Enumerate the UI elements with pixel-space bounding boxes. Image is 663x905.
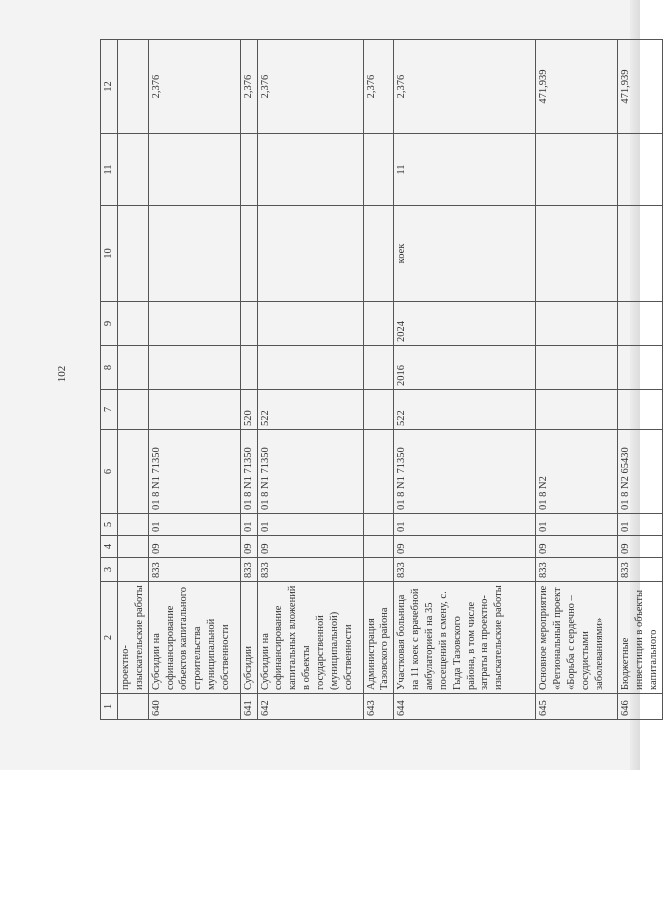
cell-amount: 2,376 xyxy=(394,40,536,134)
row-description: Основное мероприятие «Региональный проект «Борьба с сердечно – сосудистыми заболеваниями» xyxy=(536,582,618,694)
cell-end-year: 2024 xyxy=(394,302,536,346)
cell-code: 833 xyxy=(618,558,663,582)
cell-target-article xyxy=(363,430,394,514)
row-description: Администрация Тазовского района xyxy=(363,582,394,694)
cell-end-year xyxy=(618,302,663,346)
cell-amount xyxy=(118,40,149,134)
row-number: 641 xyxy=(240,694,257,720)
table-row xyxy=(618,40,663,720)
row-number: 642 xyxy=(257,694,363,720)
cell-subsection: 01 xyxy=(240,514,257,536)
cell-capacity xyxy=(618,134,663,206)
cell-expense-type xyxy=(618,390,663,430)
cell-capacity xyxy=(363,134,394,206)
table-row xyxy=(394,40,536,720)
page-number: 102 xyxy=(56,365,68,383)
cell-start-year xyxy=(363,346,394,390)
cell-unit xyxy=(118,206,149,302)
header-cell: 12 xyxy=(101,40,118,134)
cell-code: 833 xyxy=(536,558,618,582)
row-number: 646 xyxy=(618,694,663,720)
cell-amount: 2,376 xyxy=(148,40,240,134)
cell-section: 09 xyxy=(618,536,663,558)
cell-target-article: 01 8 N2 xyxy=(536,430,618,514)
cell-start-year xyxy=(257,346,363,390)
cell-start-year xyxy=(536,346,618,390)
cell-section: 09 xyxy=(240,536,257,558)
cell-unit xyxy=(618,206,663,302)
cell-subsection: 01 xyxy=(618,514,663,536)
cell-unit xyxy=(363,206,394,302)
cell-code: 833 xyxy=(148,558,240,582)
cell-section: 09 xyxy=(394,536,536,558)
header-cell: 9 xyxy=(101,302,118,346)
row-description: Участковая больница на 11 коек с врачебной амбулаторией на 35 посещений в смену, с. Гыда Тазовского района, в том числе затраты на проектно-изыскательские работы xyxy=(394,582,536,694)
cell-amount: 471,939 xyxy=(618,40,663,134)
cell-section: 09 xyxy=(536,536,618,558)
cell-expense-type xyxy=(363,390,394,430)
header-cell: 7 xyxy=(101,390,118,430)
cell-amount: 2,376 xyxy=(257,40,363,134)
header-cell: 10 xyxy=(101,206,118,302)
table-header-row xyxy=(101,40,118,720)
cell-end-year xyxy=(240,302,257,346)
cell-capacity: 11 xyxy=(394,134,536,206)
cell-expense-type: 522 xyxy=(257,390,363,430)
cell-start-year xyxy=(118,346,149,390)
cell-capacity xyxy=(257,134,363,206)
cell-target-article: 01 8 N2 65430 xyxy=(618,430,663,514)
cell-code: 833 xyxy=(240,558,257,582)
cell-unit xyxy=(240,206,257,302)
cell-unit xyxy=(536,206,618,302)
row-description: Субсидии xyxy=(240,582,257,694)
row-number: 645 xyxy=(536,694,618,720)
cell-capacity xyxy=(148,134,240,206)
header-cell: 3 xyxy=(101,558,118,582)
cell-subsection: 01 xyxy=(148,514,240,536)
cell-code xyxy=(363,558,394,582)
header-cell: 5 xyxy=(101,514,118,536)
row-description: проектно-изыскательские работы xyxy=(118,582,149,694)
cell-subsection: 01 xyxy=(536,514,618,536)
table-row xyxy=(148,40,240,720)
table-row xyxy=(240,40,257,720)
cell-capacity xyxy=(118,134,149,206)
cell-amount: 2,376 xyxy=(363,40,394,134)
cell-section xyxy=(363,536,394,558)
cell-unit: коек xyxy=(394,206,536,302)
cell-code: 833 xyxy=(257,558,363,582)
cell-section: 09 xyxy=(148,536,240,558)
cell-target-article xyxy=(118,430,149,514)
table-row xyxy=(536,40,618,720)
cell-start-year xyxy=(240,346,257,390)
cell-section xyxy=(118,536,149,558)
cell-capacity xyxy=(536,134,618,206)
cell-unit xyxy=(148,206,240,302)
row-number: 643 xyxy=(363,694,394,720)
cell-expense-type xyxy=(536,390,618,430)
cell-expense-type xyxy=(118,390,149,430)
cell-code: 833 xyxy=(394,558,536,582)
cell-start-year xyxy=(148,346,240,390)
header-cell: 4 xyxy=(101,536,118,558)
cell-expense-type xyxy=(148,390,240,430)
cell-unit xyxy=(257,206,363,302)
cell-end-year xyxy=(257,302,363,346)
table-row xyxy=(257,40,363,720)
cell-end-year xyxy=(148,302,240,346)
cell-amount: 2,376 xyxy=(240,40,257,134)
cell-end-year xyxy=(363,302,394,346)
cell-subsection xyxy=(118,514,149,536)
header-cell: 2 xyxy=(101,582,118,694)
cell-subsection: 01 xyxy=(257,514,363,536)
cell-section: 09 xyxy=(257,536,363,558)
cell-target-article: 01 8 N1 71350 xyxy=(240,430,257,514)
budget-table xyxy=(100,39,663,720)
cell-capacity xyxy=(240,134,257,206)
cell-target-article: 01 8 N1 71350 xyxy=(257,430,363,514)
cell-start-year: 2016 xyxy=(394,346,536,390)
cell-subsection xyxy=(363,514,394,536)
row-number: 640 xyxy=(148,694,240,720)
cell-expense-type: 522 xyxy=(394,390,536,430)
header-cell: 1 xyxy=(101,694,118,720)
row-description: Бюджетные инвестиции в объекты капитального xyxy=(618,582,663,694)
cell-code xyxy=(118,558,149,582)
cell-subsection: 01 xyxy=(394,514,536,536)
row-description: Субсидии на софинансирование капитальных вложений в объекты государственной (муниципальной) собственности xyxy=(257,582,363,694)
table-row xyxy=(118,40,149,720)
cell-target-article: 01 8 N1 71350 xyxy=(394,430,536,514)
row-description: Субсидии на софинансирование объектов капитального строительства муниципальной собственности xyxy=(148,582,240,694)
table-row xyxy=(363,40,394,720)
cell-target-article: 01 8 N1 71350 xyxy=(148,430,240,514)
cell-expense-type: 520 xyxy=(240,390,257,430)
cell-end-year xyxy=(118,302,149,346)
row-number xyxy=(118,694,149,720)
header-cell: 6 xyxy=(101,430,118,514)
header-cell: 11 xyxy=(101,134,118,206)
cell-start-year xyxy=(618,346,663,390)
cell-end-year xyxy=(536,302,618,346)
row-number: 644 xyxy=(394,694,536,720)
header-cell: 8 xyxy=(101,346,118,390)
cell-amount: 471,939 xyxy=(536,40,618,134)
rotated-table-wrapper xyxy=(100,40,660,720)
